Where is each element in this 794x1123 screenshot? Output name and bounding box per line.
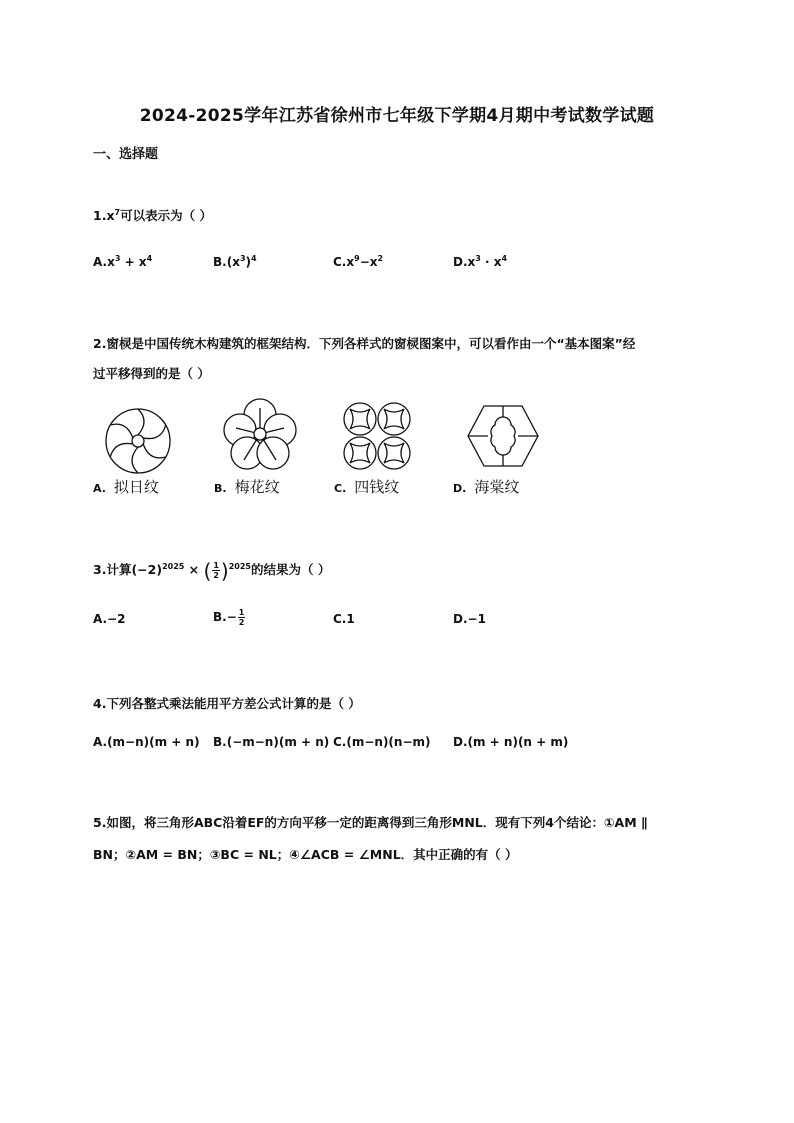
q1-option-b-label: B. — [213, 255, 227, 269]
q1-option-b-close: ) — [245, 255, 252, 269]
q1-exponent: 7 — [114, 207, 121, 217]
figure-a-caption[interactable] — [93, 476, 159, 497]
q3-times: × — [184, 562, 204, 577]
figure-b-label: B. — [214, 482, 227, 495]
q3-suffix: 的结果为（ ） — [250, 562, 331, 577]
q4-option-b[interactable]: B.(−m−n)(m + n) — [213, 735, 330, 749]
figure-b-name: 梅花纹 — [234, 478, 280, 496]
section-heading: 一、选择题 — [93, 147, 159, 162]
q3-option-d[interactable]: D.−1 — [453, 612, 486, 626]
figure-c-four-coins-pattern — [342, 402, 412, 470]
q3-fraction: ( $\frac{1}{2}$ ) — [203, 558, 229, 583]
q1-option-a-exp2: 4 — [146, 254, 153, 263]
q1-option-c-mid: −x — [359, 255, 378, 269]
q3-option-b-numerator: 1 — [238, 608, 245, 617]
q1-option-c[interactable] — [333, 255, 383, 269]
q1-option-a-mid: + x — [120, 255, 147, 269]
q4-option-a[interactable]: A.(m−n)(m + n) — [93, 735, 200, 749]
figure-d-label: D. — [453, 482, 467, 495]
q1-option-a-label: A. — [93, 255, 108, 269]
q1-option-d-label: D. — [453, 255, 468, 269]
q1-option-b-open: (x — [226, 255, 240, 269]
figure-c-caption[interactable] — [334, 476, 399, 497]
figure-a-label: A. — [93, 482, 106, 495]
figure-c-label: C. — [334, 482, 347, 495]
figure-d-begonia-pattern — [466, 404, 540, 468]
q1-option-a[interactable] — [93, 255, 152, 269]
question-2-line-1: 2.窗棂是中国传统木构建筑的框架结构．下列各样式的窗棂图案中，可以看作由一个“基本图案”经 — [93, 336, 636, 351]
q1-suffix: 可以表示为（ ） — [120, 208, 212, 223]
q1-option-c-base: x — [346, 255, 355, 269]
q1-option-b-exp2: 4 — [251, 254, 257, 263]
q1-option-d-mid: · x — [480, 255, 502, 269]
figure-a-swirl-pattern — [104, 407, 172, 475]
question-5-line-1: 5.如图，将三角形ABC沿着EF的方向平移一定的距离得到三角形MNL．现有下列4个结论：①AM ∥ — [93, 815, 648, 830]
q1-option-c-label: C. — [333, 255, 347, 269]
q3-option-a[interactable]: A.−2 — [93, 612, 126, 626]
page-title: 2024-2025学年江苏省徐州市七年级下学期4月期中考试数学试题 — [139, 106, 655, 126]
question-4: 4.下列各整式乘法能用平方差公式计算的是（ ） — [93, 696, 361, 711]
figure-d-name: 海棠纹 — [474, 478, 520, 496]
q3-option-c[interactable]: C.1 — [333, 612, 355, 626]
q1-option-a-exp1: 3 — [114, 254, 121, 263]
q3-prefix: 3.计算 — [93, 562, 132, 577]
q3-fraction-numerator: 1 — [213, 561, 219, 570]
q3-exponent-1: 2025 — [162, 561, 185, 571]
q4-option-c[interactable]: C.(m−n)(n−m) — [333, 735, 431, 749]
figure-d-caption[interactable] — [453, 476, 519, 497]
question-1 — [93, 206, 212, 224]
q1-option-c-exp2: 2 — [377, 254, 384, 263]
figure-c-name: 四钱纹 — [354, 478, 400, 496]
q1-option-a-base: x — [107, 255, 115, 269]
question-2-line-2: 过平移得到的是（ ） — [93, 366, 210, 381]
figure-b-plum-blossom-pattern — [222, 398, 298, 470]
figure-a-name: 拟日纹 — [113, 478, 159, 496]
q3-option-b[interactable] — [213, 608, 246, 627]
q1-option-b[interactable] — [213, 255, 257, 269]
q1-prefix: 1.x — [93, 208, 115, 223]
q1-option-b-exp1: 3 — [239, 254, 246, 263]
q3-option-b-denominator: 2 — [238, 618, 245, 627]
q3-base: (−2) — [131, 562, 163, 577]
q1-option-d[interactable] — [453, 255, 507, 269]
q3-fraction-denominator: 2 — [213, 571, 219, 580]
q4-option-d[interactable]: D.(m + n)(n + m) — [453, 735, 569, 749]
q1-option-c-exp1: 9 — [354, 254, 360, 263]
figure-b-caption[interactable] — [214, 476, 280, 497]
question-3 — [93, 560, 330, 581]
q1-option-d-base: x — [467, 255, 476, 269]
question-5-line-2: BN；②AM = BN；③BC = NL；④∠ACB = ∠MNL．其中正确的有（ ） — [93, 847, 518, 862]
q3-option-b-label: B.− — [213, 610, 237, 624]
q3-exponent-2: 2025 — [228, 561, 251, 571]
q1-option-d-exp2: 4 — [501, 254, 508, 263]
q1-option-d-exp1: 3 — [475, 254, 481, 263]
